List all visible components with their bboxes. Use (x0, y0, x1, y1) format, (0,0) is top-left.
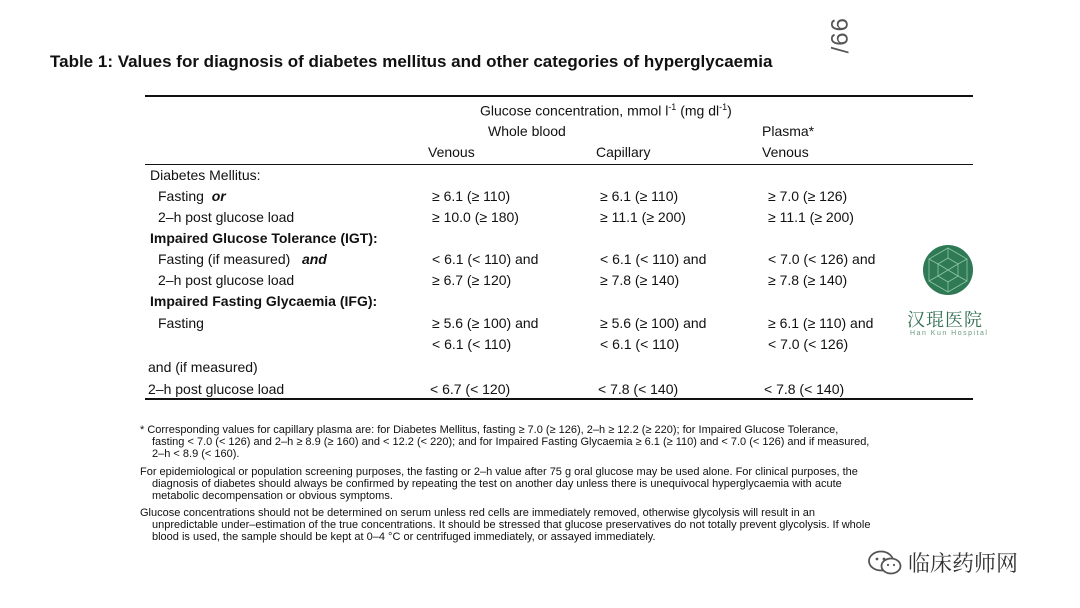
plasma-header: Plasma* (762, 123, 815, 139)
hospital-logo-icon (922, 244, 974, 296)
dm-label: Diabetes Mellitus: (150, 167, 261, 183)
venous-header: Venous (428, 144, 475, 160)
ifg-fasting-plasma-1: ≥ 6.1 (≥ 110) and (768, 315, 874, 331)
dm-post-load-label: 2–h post glucose load (158, 209, 295, 225)
wechat-watermark (868, 547, 1018, 578)
igt-post-capillary: ≥ 7.8 (≥ 140) (600, 272, 680, 288)
table-top-rule (145, 95, 973, 97)
ifg-post-load-label: 2–h post glucose load (148, 381, 285, 397)
ifg-fasting-venous-2: < 6.1 (< 110) (432, 336, 512, 352)
dm-fasting-capillary: ≥ 6.1 (≥ 110) (600, 188, 679, 204)
ifg-fasting-capillary-1: ≥ 5.6 (≥ 100) and (600, 315, 707, 331)
page-number: 99/ (825, 18, 852, 55)
wechat-icon (868, 550, 902, 576)
dm-post-plasma: ≥ 11.1 (≥ 200) (768, 209, 854, 225)
igt-fasting-capillary: < 6.1 (< 110) and (600, 251, 707, 267)
ifg-if-measured-label: and (if measured) (148, 359, 258, 375)
ifg-post-plasma: < 7.8 (< 140) (764, 381, 845, 397)
plasma-venous-header: Venous (762, 144, 809, 160)
igt-fasting-plasma: < 7.0 (< 126) and (768, 251, 876, 267)
igt-label: Impaired Glucose Tolerance (IGT): (150, 230, 378, 246)
dm-fasting-plasma: ≥ 7.0 (≥ 126) (768, 188, 848, 204)
hospital-name-en: Han Kun Hospital (910, 330, 989, 337)
ifg-label: Impaired Fasting Glycaemia (IFG): (150, 293, 378, 309)
ifg-fasting-capillary-2: < 6.1 (< 110) (600, 336, 680, 352)
footnote-screening: For epidemiological or population screening purposes, the fasting or 2–h value after 75 g oral glucose may be used alone. For clinical purposes, the diagnosis of diabetes should always be confirmed by repeating the test on another day unless there is unequivocal hyperglycaemia with acute metabolic decompensation or obvious symptoms. (140, 466, 858, 502)
igt-fasting-venous: < 6.1 (< 110) and (432, 251, 539, 267)
igt-post-load-label: 2–h post glucose load (158, 272, 295, 288)
footnote-glycolysis: Glucose concentrations should not be determined on serum unless red cells are immediately removed, otherwise glycolysis will result in an unpredictable under–estimation of the true concentrations. It should be stressed that glucose preservatives do not totally prevent glycolysis. If whole blood is used, the sample should be kept at 0–4 °C or centrifuged immediately, or assayed immediately. (140, 507, 871, 543)
hospital-name-cn: 汉琨医院 (907, 310, 983, 331)
table-title: Table 1: Values for diagnosis of diabetes mellitus and other categories of hyperglycaemia (50, 52, 773, 71)
dm-post-capillary: ≥ 11.1 (≥ 200) (600, 209, 686, 225)
dm-post-venous: ≥ 10.0 (≥ 180) (432, 209, 519, 225)
dm-fasting-label: Fasting or (158, 188, 226, 204)
whole-blood-header: Whole blood (488, 123, 566, 139)
wechat-account-name: 临床药师网 (908, 552, 1019, 577)
header-rule (145, 164, 973, 165)
igt-post-venous: ≥ 6.7 (≥ 120) (432, 272, 512, 288)
ifg-fasting-venous-1: ≥ 5.6 (≥ 100) and (432, 315, 539, 331)
dm-fasting-venous: ≥ 6.1 (≥ 110) (432, 188, 511, 204)
capillary-header: Capillary (596, 144, 651, 160)
ifg-fasting-label: Fasting (158, 315, 204, 331)
igt-fasting-label: Fasting (if measured) and (158, 251, 327, 267)
igt-post-plasma: ≥ 7.8 (≥ 140) (768, 272, 848, 288)
ifg-post-capillary: < 7.8 (< 140) (598, 381, 679, 397)
table-bottom-rule (145, 398, 973, 400)
ifg-fasting-plasma-2: < 7.0 (< 126) (768, 336, 849, 352)
ifg-post-venous: < 6.7 (< 120) (430, 381, 511, 397)
glucose-concentration-header: Glucose concentration, mmol $l^{-1}$ (mg $dl^{-1}$) (480, 102, 732, 119)
footnote-capillary-plasma: * Corresponding values for capillary plasma are: for Diabetes Mellitus, fasting ≥ 7.0 (≥ 126), 2–h ≥ 12.2 (≥ 220); for Impaired Glucose Tolerance, fasting < 7.0 (< 126) and 2–h ≥ 8.9 (≥ 160) and < 12.2 (< 220); and for Impaired Fasting Glycaemia ≥ 6.1 (≥ 110) and < 7.0 (< 126) and if measured, 2–h < 8.9 (< 160). (140, 424, 870, 460)
